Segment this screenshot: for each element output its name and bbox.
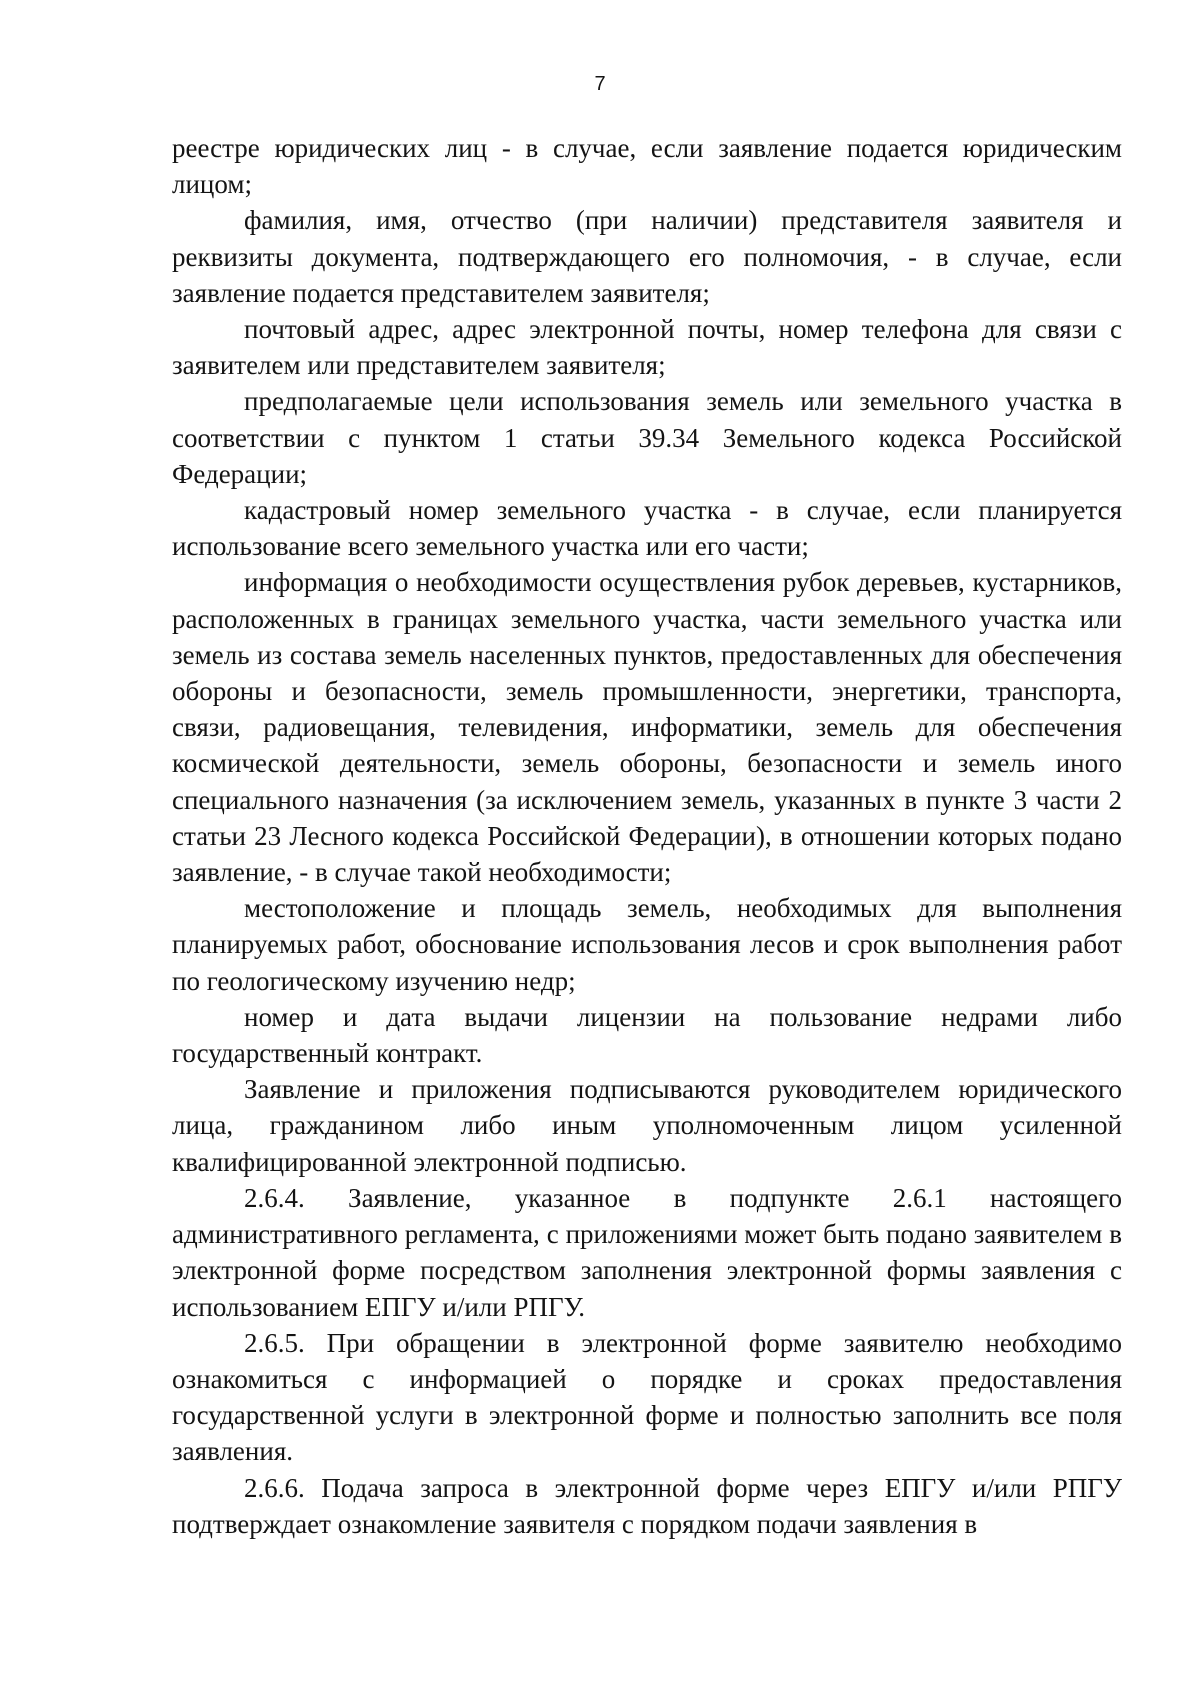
paragraph-2-6-5: 2.6.5. При обращении в электронной форме заявителю необходимо ознакомиться с информацией о порядке и сроках предоставления государственной услуги в электронной форме и полностью заполнить все поля заявления. — [172, 1327, 1122, 1467]
paragraph-2-6-4: 2.6.4. Заявление, указанное в подпункте 2.6.1 настоящего административного регламента, с приложениями может быть подано заявителем в электронной форме посредством заполнения электронной формы заявления с использованием ЕПГУ и/или РПГУ. — [172, 1182, 1122, 1322]
paragraph-representative: фамилия, имя, отчество (при наличии) представителя заявителя и реквизиты документа, подтверждающего его полномочия, - в случае, если заявление подается представителем заявителя; — [172, 205, 1122, 308]
paragraph-continuation: реестре юридических лиц - в случае, если заявление подается юридическим лицом; — [172, 133, 1122, 200]
paragraph-tree-felling: информация о необходимости осуществления рубок деревьев, кустарников, расположенных в границах земельного участка, части земельного участка или земель из состава земель населенных пунктов, предоставленных для обеспечения обороны и безопасности, земель промышленности, энергетики, транспорта, связи, радиовещания, телевидения, информатики, земель для обеспечения космической деятельности, земель обороны, безопасности и земель иного специального назначения (за исключением земель, указанных в пункте 3 части 2 статьи 23 Лесного кодекса Российской Федерации), в отношении которых подано заявление, - в случае такой необходимости; — [172, 567, 1122, 888]
document-body — [172, 130, 1122, 1542]
paragraph-signature: Заявление и приложения подписываются руководителем юридического лица, гражданином либо иным уполномоченным лицом усиленной квалифицированной электронной подписью. — [172, 1074, 1122, 1177]
paragraph-2-6-6: 2.6.6. Подача запроса в электронной форме через ЕПГУ и/или РПГУ подтверждает ознакомление заявителя с порядком подачи заявления в — [172, 1472, 1122, 1539]
paragraph-purposes: предполагаемые цели использования земель или земельного участка в соответствии с пунктом 1 статьи 39.34 Земельного кодекса Российской Федерации; — [172, 386, 1122, 489]
paragraph-license: номер и дата выдачи лицензии на пользование недрами либо государственный контракт. — [172, 1001, 1122, 1069]
page-number: 7 — [594, 73, 606, 95]
paragraph-cadastral-number: кадастровый номер земельного участка - в случае, если планируется использование всего земельного участка или его части; — [172, 495, 1122, 562]
paragraph-contacts: почтовый адрес, адрес электронной почты, номер телефона для связи с заявителем или представителем заявителя; — [172, 314, 1122, 381]
paragraph-location-area: местоположение и площадь земель, необходимых для выполнения планируемых работ, обоснование использования лесов и срок выполнения работ по геологическому изучению недр; — [172, 893, 1122, 996]
